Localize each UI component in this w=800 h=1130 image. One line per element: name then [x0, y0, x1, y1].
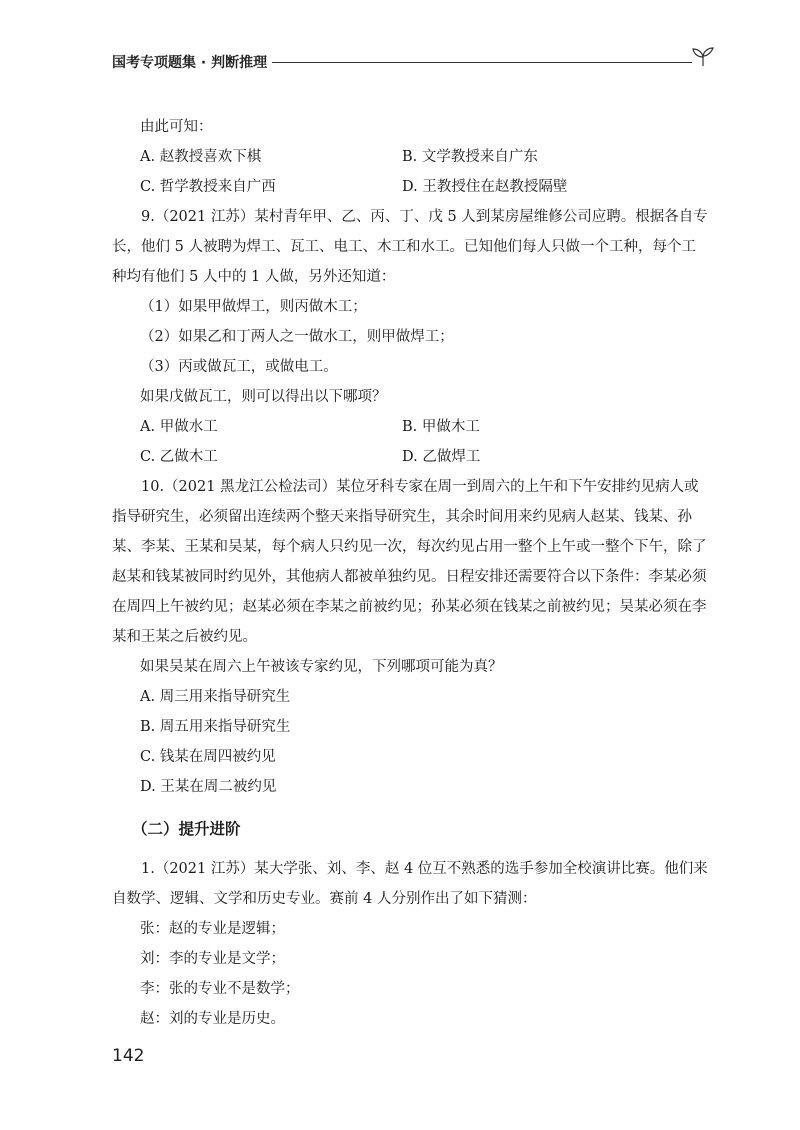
q8-option-a: A. 赵教授喜欢下棋	[140, 149, 262, 165]
header-title: 国考专项题集 · 判断推理	[112, 55, 268, 71]
sprout-icon	[690, 46, 716, 68]
header-rule	[272, 62, 692, 63]
section-title: （二）提升进阶	[132, 820, 241, 838]
q9-options	[140, 412, 710, 472]
q9-option-a: A. 甲做水工	[140, 419, 218, 435]
q2-1-guess-3: 李：张的专业不是数学；	[140, 981, 300, 997]
q9-option-d: D. 乙做焊工	[402, 449, 481, 465]
q9-question: 如果戊做瓦工，则可以得出以下哪项？	[140, 389, 387, 405]
q2-1-guess-2: 刘：李的专业是文学；	[140, 951, 285, 967]
q9-condition-1: （1）如果甲做焊工，则丙做木工；	[140, 299, 367, 315]
q10-option-b: B. 周五用来指导研究生	[140, 719, 291, 735]
q9-option-b: B. 甲做木工	[402, 419, 480, 435]
q9-condition-2: （2）如果乙和丁两人之一做水工，则甲做焊工；	[140, 329, 454, 345]
q10-text: 10.（2021 黑龙江公检法司）某位牙科专家在周一到周六的上午和下午安排约见病人或指导研究生，必须留出连续两个整天来指导研究生，其余时间用来约见病人赵某、钱某、孙某、李某、王某和吴某，每个病人只约见一次，每次约见占用一整个上午或一整个下午，除了赵某和钱某被同时约见外，其他病人都被单独约见。日程安排还需要符合以下条件：李某必须在周四上午被约见；赵某必须在李某之前被约见；孙某必须在钱某之前被约见；吴某必须在李某和王某之后被约见。	[112, 479, 707, 645]
q2-1-guess-1: 张：赵的专业是逻辑；	[140, 921, 285, 937]
running-header	[112, 46, 712, 76]
page-number: 142	[112, 1046, 145, 1066]
page-body	[112, 112, 710, 1034]
q10-option-c: C. 钱某在周四被约见	[140, 749, 276, 765]
q8-option-c: C. 哲学教授来自广西	[140, 179, 276, 195]
q9-condition-3: （3）丙或做瓦工，或做电工。	[140, 359, 338, 375]
q8-option-b: B. 文学教授来自广东	[402, 149, 538, 165]
q2-1-text: 1.（2021 江苏）某大学张、刘、李、赵 4 位互不熟悉的选手参加全校演讲比赛。他们来自数学、逻辑、文学和历史专业。赛前 4 人分别作出了如下猜测：	[112, 861, 708, 907]
q9-option-c: C. 乙做木工	[140, 449, 218, 465]
q8-option-d: D. 王教授住在赵教授隔壁	[402, 179, 568, 195]
q10-question: 如果吴某在周六上午被该专家约见，下列哪项可能为真？	[140, 659, 503, 675]
q10-option-a: A. 周三用来指导研究生	[140, 689, 291, 705]
q10-option-d: D. 王某在周二被约见	[140, 779, 277, 795]
q9-text: 9.（2021 江苏）某村青年甲、乙、丙、丁、戊 5 人到某房屋维修公司应聘。根据各自专长，他们 5 人被聘为焊工、瓦工、电工、木工和水工。已知他们每人只做一个工种，每个工种均有他们 5 人中的 1 人做，另外还知道：	[112, 209, 708, 285]
q8-stem: 由此可知：	[140, 119, 213, 135]
q2-1-guess-4: 赵：刘的专业是历史。	[140, 1011, 285, 1027]
q8-options	[140, 142, 710, 202]
